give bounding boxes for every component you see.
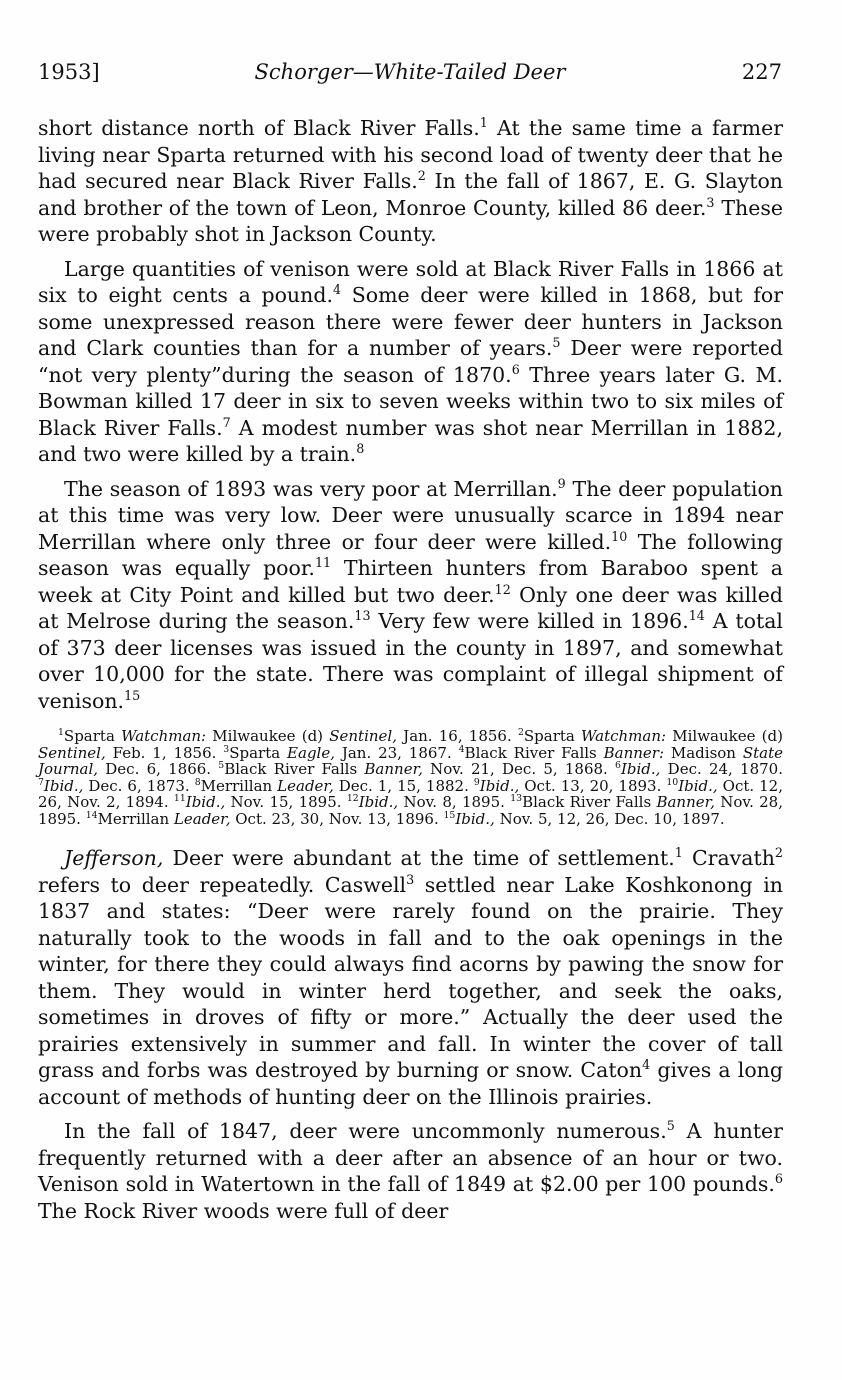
- footnote-ref: 1: [479, 115, 488, 131]
- paragraph-season-1893: The season of 1893 was very poor at Merrillan.$^9$ The deer population at this time was very low. Deer were unusually scarce in 1894 near Merrillan where only three or four deer were killed.$^{10}$ The following season was equally poor.$^{11}$ Thirteen hunters from Baraboo spent a week at City Point and killed but two deer.$^{12}$ Only one deer was killed at Melrose during the season.$^{13}$ Very few were killed in 1896.14 A total of 373 deer licenses was issued in the county in 1897, and somewhat over 10,000 for the state. There was complaint of illegal shipment of venison.$^{15}$: [38, 475, 783, 713]
- footnote-ref: 2: [774, 845, 784, 861]
- article-body: [38, 115, 783, 1224]
- footnote-ref: 8: [356, 441, 365, 457]
- running-title: Schorger—White-Tailed Deer: [254, 60, 566, 84]
- footnote-ref: 4: [332, 282, 342, 298]
- running-head: [38, 60, 782, 90]
- footnote-ref: 12: [494, 581, 511, 597]
- footnote-ref: 3: [406, 871, 415, 887]
- footnote-ref: 5: [666, 1118, 675, 1134]
- footnote-ref: 4: [642, 1057, 651, 1073]
- footnote-ref: 6: [774, 1171, 783, 1187]
- footnote-ref: 5: [552, 335, 561, 351]
- footnote-ref: 15: [124, 687, 141, 703]
- paragraph-fall-1847: In the fall of 1847, deer were uncommonly numerous.$^5$ A hunter frequently returned with a deer after an absence of an hour or two. Venison sold in Watertown in the fall of 1849 at $2.00 per 100 pounds.$^6$ The Rock River woods were full of deer: [38, 1118, 783, 1223]
- footnote-ref: 3: [706, 194, 715, 210]
- paragraph-venison-sales: Large quantities of venison were sold at Black River Falls in 1866 at six to eight cents a pound.$^4$ Some deer were killed in 1868, but for some unexpressed reason there were fewer deer hunters in Jackson and Clark counties than for a number of years.$^5$ Deer were reported “not very plenty”during the season of 1870.$^6$ Three years later G. M. Bowman killed 17 deer in six to seven weeks within two to six miles of Black River Falls.$^7$ A modest number was shot near Merrillan in 1882, and two were killed by a train.$^8$: [38, 256, 783, 466]
- page-number: 227: [741, 60, 782, 84]
- footnote-ref: 6: [511, 361, 520, 377]
- paragraph-jefferson: Jefferson, Deer were abundant at the time of settlement.$^1$ Cravath$^2$ refers to deer repeatedly. Caswell$^3$ settled near Lake Koshkonong in 1837 and states: “Deer were rarely found on the prairie. They naturally took to the woods in fall and to the oak openings in the winter, for there they could always find acorns by pawing the snow for them. They would in winter herd together, and seek the oaks, sometimes in droves of fifty or more.” Actually the deer used the prairies extensively in summer and fall. In winter the cover of tall grass and forbs was destroyed by burning or snow. Caton$^4$ gives a long account of methods of hunting deer on the Illinois prairies.: [38, 845, 784, 1109]
- footnote-ref: 11: [314, 555, 332, 571]
- volume-year: 1953]: [38, 60, 100, 84]
- footnote-ref: 10: [611, 528, 628, 544]
- footnote-ref: 2: [417, 168, 426, 184]
- footnote-ref: 14: [688, 608, 705, 624]
- county-heading: Jefferson,: [64, 846, 164, 870]
- footnote-ref: 9: [557, 475, 566, 491]
- footnote-ref: 13: [354, 608, 371, 624]
- footnote-block: $^1$Sparta Watchman: Milwaukee (d) Sentinel, Jan. 16, 1856. $^2$Sparta Watchman: Milwaukee (d) Sentinel, Feb. 1, 1856. $^3$Sparta Eagle, Jan. 23, 1867. $^4$Black River Falls Banner: Madison State Journal, Dec. 6, 1866. $^5$Black River Falls Banner, Nov. 21, Dec. 5, 1868. $^6$Ibid., Dec. 24, 1870. $^7$Ibid., Dec. 6, 1873. $^8$Merrillan Leader, Dec. 1, 15, 1882. $^9$Ibid., Oct. 13, 20, 1893. $^{10}$Ibid., Oct. 12, 26, Nov. 2, 1894. $^{11}$Ibid., Nov. 15, 1895. $^{12}$Ibid., Nov. 8, 1895. $^{13}$Black River Falls Banner, Nov. 28, 1895. $^{14}$Merrillan Leader, Oct. 23, 30, Nov. 13, 1896. $^{15}$Ibid., Nov. 5, 12, 26, Dec. 10, 1897.: [38, 727, 783, 828]
- paragraph-continued: short distance north of Black River Falls.$^1$ At the same time a farmer living near Sparta returned with his second load of twenty deer that he had secured near Black River Falls.$^2$ In the fall of 1867, E. G. Slayton and brother of the town of Leon, Monroe County, killed 86 deer.$^3$ These were probably shot in Jackson County.: [38, 115, 783, 246]
- footnote-ref: 7: [222, 414, 231, 430]
- footnote-ref: 1: [674, 845, 683, 861]
- footnotes: [38, 728, 783, 827]
